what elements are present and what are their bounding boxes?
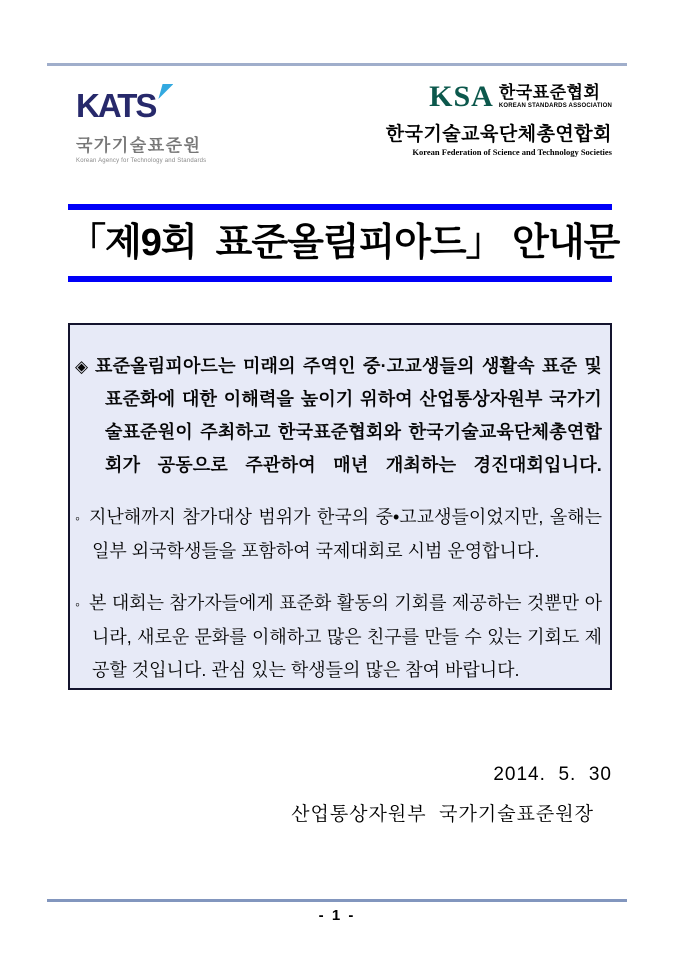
title-banner (68, 204, 620, 282)
kats-accent-mark-icon (158, 84, 173, 99)
kats-logo-text: KATS (76, 87, 156, 124)
document-signer: 산업통상자원부 국가기술표준원장 (291, 804, 594, 825)
notice-paragraph-2-text: 지난해까지 참가대상 범위가 한국의 중•고교생들이었지만, 올해는 일부 외국학생들을 포함하여 국제대회로 시범 운영합니다. (89, 507, 602, 561)
ksa-logo (386, 80, 612, 113)
ksa-federation-logos (385, 80, 612, 157)
footer-divider-line (47, 899, 627, 902)
diamond-bullet-icon: ◈ (75, 357, 89, 376)
kats-english-name: Korean Agency for Technology and Standards (76, 158, 207, 164)
ksa-names (499, 84, 612, 109)
notice-paragraph-1 (75, 350, 602, 482)
ksa-logo-text: KSA (429, 80, 494, 113)
title-bottom-bar (68, 276, 612, 282)
document-date: 2014. 5. 30 (493, 764, 612, 785)
notice-paragraph-3-text: 본 대회는 참가자들에게 표준화 활동의 기회를 제공하는 것뿐만 아니라, 새로운 문화를 이해하고 많은 친구를 만들 수 있는 기회도 제공할 것입니다. 관심 있는 학생들의 많은 참여 바랍니다. (89, 593, 602, 680)
document-title: 「제9회 표준올림피아드」 안내문 (68, 222, 620, 264)
circle-bullet-icon: ◦ (75, 510, 80, 526)
notice-paragraph-3 (75, 587, 602, 687)
ksa-english-name: KOREAN STANDARDS ASSOCIATION (498, 103, 612, 109)
federation-korean-name: 한국기술교육단체총연합회 (385, 124, 612, 145)
ksa-korean-name: 한국표준협회 (498, 83, 601, 102)
kats-logo (76, 84, 256, 164)
notice-paragraph-2 (75, 501, 602, 568)
federation-english-name: Korean Federation of Science and Technology Societies (412, 147, 612, 157)
circle-bullet-icon: ◦ (75, 596, 80, 612)
page-number: - 1 - (318, 907, 356, 924)
notice-box (68, 323, 612, 690)
kats-korean-name: 국가기술표준원 (76, 136, 202, 155)
header-divider-line (47, 63, 627, 66)
kats-logo-row (76, 84, 256, 128)
notice-paragraph-1-text: 표준올림피아드는 미래의 주역인 중·고교생들의 생활속 표준 및 표준화에 대한 이해력을 높이기 위하여 산업통상자원부 국가기술표준원이 주최하고 한국표준협회와 한국기술교육단체총연합회가 공동으로 주관하여 매년 개최하는 경진대회입니다. (95, 356, 602, 475)
